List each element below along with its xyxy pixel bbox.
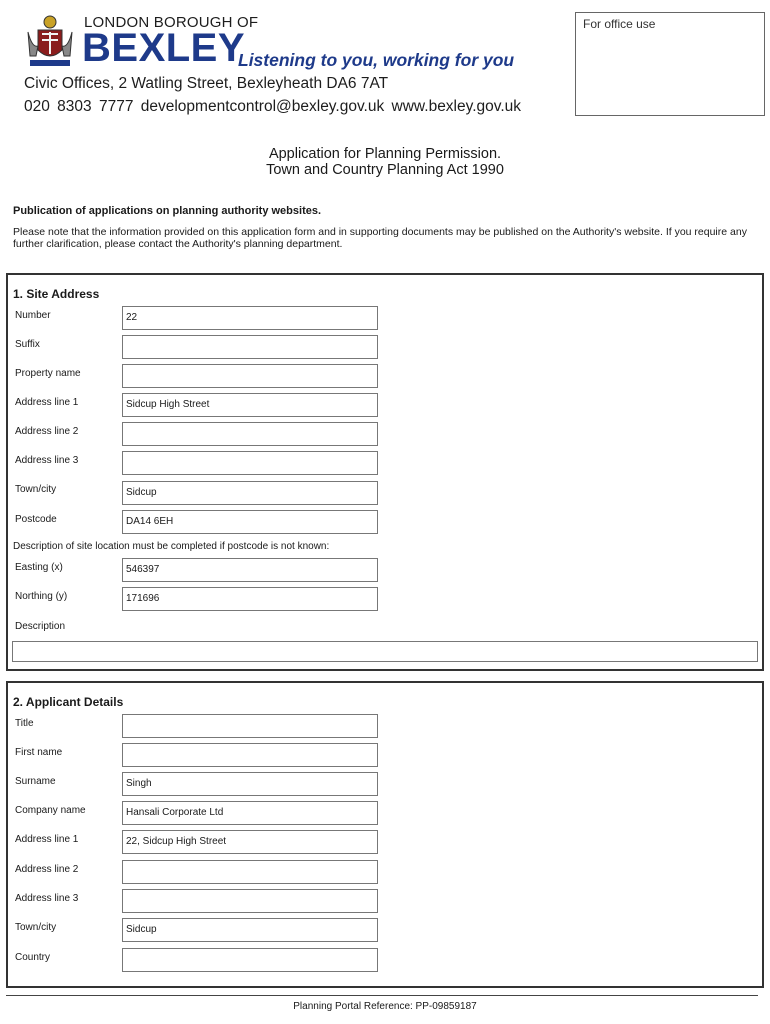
surname-label: Surname (15, 776, 56, 787)
site-postcode-field[interactable]: DA14 6EH (122, 510, 378, 534)
northing-label: Northing (y) (15, 591, 68, 602)
postcode-label: Postcode (15, 514, 57, 525)
publication-notice: Please note that the information provided on this application form and in supporting documents may be published on the Authority's website. If you require any further clarification, please contact the Authority's planning department. (13, 226, 747, 250)
location-note: Description of site location must be completed if postcode is not known: (13, 541, 330, 552)
applicant-address-line-1-label: Address line 1 (15, 834, 79, 845)
applicant-address-line-3-label: Address line 3 (15, 893, 79, 904)
northing-field[interactable]: 171696 (122, 587, 378, 611)
applicant-address-line-2-label: Address line 2 (15, 864, 79, 875)
site-address-line-3-field[interactable] (122, 451, 378, 475)
applicant-title-field[interactable] (122, 714, 378, 738)
easting-field[interactable]: 546397 (122, 558, 378, 582)
borough-label: LONDON BOROUGH OF (84, 14, 259, 31)
site-address-line-1-field[interactable]: Sidcup High Street (122, 393, 378, 417)
site-property-name-field[interactable] (122, 364, 378, 388)
first-name-label: First name (15, 747, 63, 758)
country-label: Country (15, 952, 51, 963)
applicant-details-section (6, 681, 764, 988)
site-description-field[interactable] (12, 641, 758, 662)
site-number-field[interactable]: 22 (122, 306, 378, 330)
site-suffix-field[interactable] (122, 335, 378, 359)
title-label: Title (15, 718, 34, 729)
applicant-details-heading: 2. Applicant Details (13, 695, 124, 709)
applicant-company-field[interactable]: Hansali Corporate Ltd (122, 801, 378, 825)
easting-label: Easting (x) (15, 562, 63, 573)
site-town-field[interactable]: Sidcup (122, 481, 378, 505)
brand-name: BEXLEY (82, 26, 246, 70)
form-subtitle: Town and Country Planning Act 1990 (266, 162, 504, 178)
address-line-1-label: Address line 1 (15, 397, 79, 408)
tagline: Listening to you, working for you (238, 50, 515, 70)
number-label: Number (15, 310, 51, 321)
applicant-first-name-field[interactable] (122, 743, 378, 767)
property-name-label: Property name (15, 368, 81, 379)
applicant-surname-field[interactable]: Singh (122, 772, 378, 796)
bexley-crest-logo (24, 12, 76, 70)
site-address-line-2-field[interactable] (122, 422, 378, 446)
applicant-town-label: Town/city (15, 922, 57, 933)
office-use-label: For office use (583, 17, 656, 31)
council-address: Civic Offices, 2 Watling Street, Bexleyheath DA6 7AT (24, 75, 389, 92)
applicant-address-line-2-field[interactable] (122, 860, 378, 884)
address-line-2-label: Address line 2 (15, 426, 79, 437)
site-address-section (6, 273, 764, 671)
applicant-address-line-1-field[interactable]: 22, Sidcup High Street (122, 830, 378, 854)
applicant-town-field[interactable]: Sidcup (122, 918, 378, 942)
footer-divider (6, 995, 758, 996)
address-line-3-label: Address line 3 (15, 455, 79, 466)
company-name-label: Company name (15, 805, 86, 816)
suffix-label: Suffix (15, 339, 40, 350)
form-title: Application for Planning Permission. (268, 146, 502, 162)
site-address-heading: 1. Site Address (13, 287, 100, 301)
applicant-address-line-3-field[interactable] (122, 889, 378, 913)
publication-heading: Publication of applications on planning authority websites. (13, 205, 322, 217)
description-label: Description (15, 621, 66, 632)
town-label: Town/city (15, 484, 57, 495)
applicant-country-field[interactable] (122, 948, 378, 972)
portal-reference: Planning Portal Reference: PP-09859187 (293, 1001, 477, 1012)
council-contact: 020 8303 7777 developmentcontrol@bexley.gov.uk www.bexley.gov.uk (24, 98, 522, 115)
